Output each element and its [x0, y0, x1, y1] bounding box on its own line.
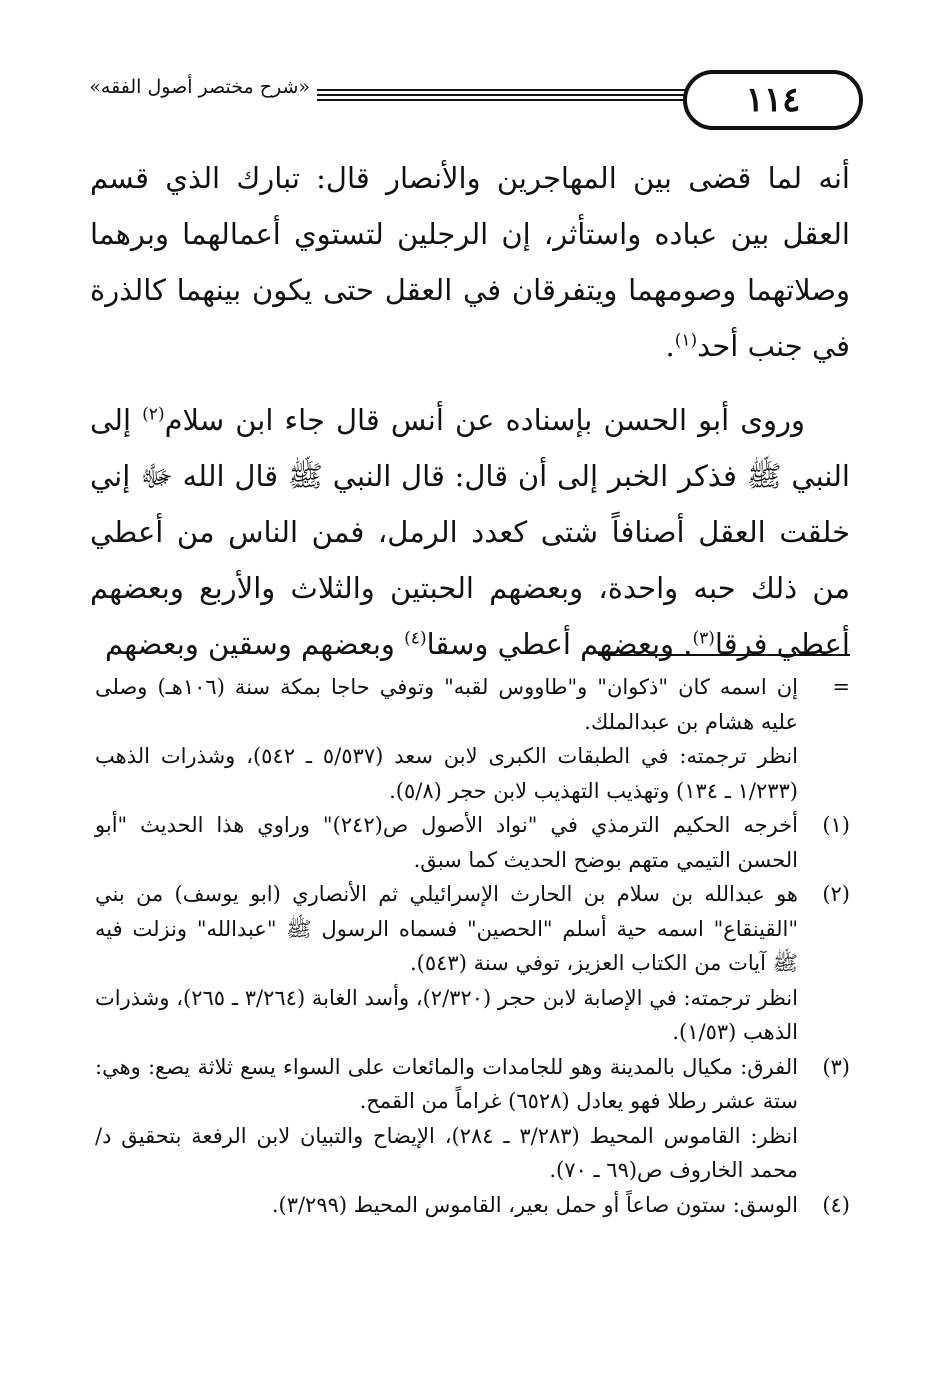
- footnote-4: [95, 1188, 850, 1223]
- footnote-separator: [598, 654, 850, 656]
- footnote-text: هو عبدالله بن سلام بن الحارث الإسرائيلي ثم الأنصاري (ابو يوسف) من بني "القينقاع" اسمه حية أسلم "الحصين" فسماه الرسول ﷺ "عبدالله" ونزلت فيه ﷺ آيات من الكتاب العزيز، توفي سنة (٥٤٣).: [95, 882, 798, 975]
- footnote-marker: (٤): [822, 1192, 850, 1217]
- paragraph-2-text-b: إلى النبي ﷺ فذكر الخبر إلى أن قال: قال النبي ﷺ قال الله ﷻ إني خلقت العقل أصنافاً شتى كعدد الرمل، فمن الناس من أعطي من ذلك حبه واحدة، وبعضهم الحبتين والثلاث والأربع وبعضهم أعطي فرقا: [90, 403, 850, 661]
- page-number: ١١٤: [745, 80, 801, 120]
- footnote-continuation: [95, 670, 850, 808]
- page-number-badge: [683, 70, 863, 130]
- header-rule-left: [317, 89, 407, 103]
- footnote-ref-4: (٤): [404, 628, 427, 649]
- paragraph-2-text-a: وروى أبو الحسن بإسناده عن أنس قال جاء ابن سلام: [164, 403, 805, 437]
- footnote-marker: (٢): [822, 882, 850, 906]
- footnote-ref-1: (١): [674, 330, 698, 351]
- footnote-1: [95, 808, 850, 877]
- footnotes: [95, 670, 850, 1222]
- footnote-ref-3: (٣): [692, 628, 715, 649]
- footnote-ref-2: (٢): [142, 404, 165, 425]
- paragraph-2-text-c: . وبعضهم أعطي وسقا: [426, 627, 693, 661]
- footnote-3: [95, 1050, 850, 1188]
- footnote-text: الوسق: ستون صاعاً أو حمل بعير، القاموس المحيط (٣/٢٩٩).: [271, 1192, 798, 1217]
- running-title: «شرح مختصر أصول الفقه»: [89, 76, 310, 98]
- footnote-2: [95, 877, 850, 1050]
- main-text: [90, 150, 850, 672]
- footnote-text: انظر: القاموس المحيط (٣/٢٨٣ ـ ٢٨٤)، الإيضاح والتبيان لابن الرفعة بتحقيق د/محمد الخاروف ص(٦٩ ـ ٧٠).: [95, 1123, 798, 1182]
- footnote-text: أخرجه الحكيم الترمذي في "نواد الأصول ص(٢٤٢)" وراوي هذا الحديث "أبو الحسن التيمي متهم بوضح الحديث كما سبق.: [95, 813, 798, 872]
- footnote-text: انظر ترجمته: في الطبقات الكبرى لابن سعد (٥/٥٣٧ ـ ٥٤٢)، وشذرات الذهب (١/٢٣٣ ـ ١٣٤) وتهذيب التهذيب لابن حجر (٥/٨).: [95, 744, 799, 803]
- footnote-marker: (٣): [822, 1054, 850, 1079]
- footnote-text: الفرق: مكيال بالمدينة وهو للجامدات والمائعات على السواء يسع ثلاثة يصع: وهي: ستة عشر رطلا فهو يعادل (٦٥٢٨) غراماً من القمح.: [95, 1054, 798, 1113]
- footnote-marker: =: [832, 675, 850, 699]
- page-header: [89, 62, 850, 134]
- footnote-text: إن اسمه كان "ذكوان" و"طاووس لقبه" وتوفي حاجا بمكة سنة (١٠٦هـ) وصلى عليه هشام بن عبدالملك.: [95, 675, 798, 734]
- paragraph-1: [90, 150, 850, 374]
- paragraph-1-text: أنه لما قضى بين المهاجرين والأنصار قال: تبارك الذي قسم العقل بين عباده واستأثر، إن الرجلين لتستوي أعمالهما وبرهما وصلاتهما وصومهما ويتفرقان في العقل حتى يكون بينهما كالذرة في جنب أحد: [90, 161, 850, 363]
- paragraph-2-text-d: وبعضهم وسقين وبعضهم: [104, 627, 405, 661]
- paragraph-2: [90, 392, 850, 672]
- paragraph-1-end: .: [665, 329, 675, 363]
- footnote-text: انظر ترجمته: في الإصابة لابن حجر (٢/٣٢٠)، وأسد الغابة (٣/٢٦٤ ـ ٢٦٥)، وشذرات الذهب (١/٥٣).: [95, 985, 798, 1044]
- footnote-marker: (١): [822, 813, 850, 837]
